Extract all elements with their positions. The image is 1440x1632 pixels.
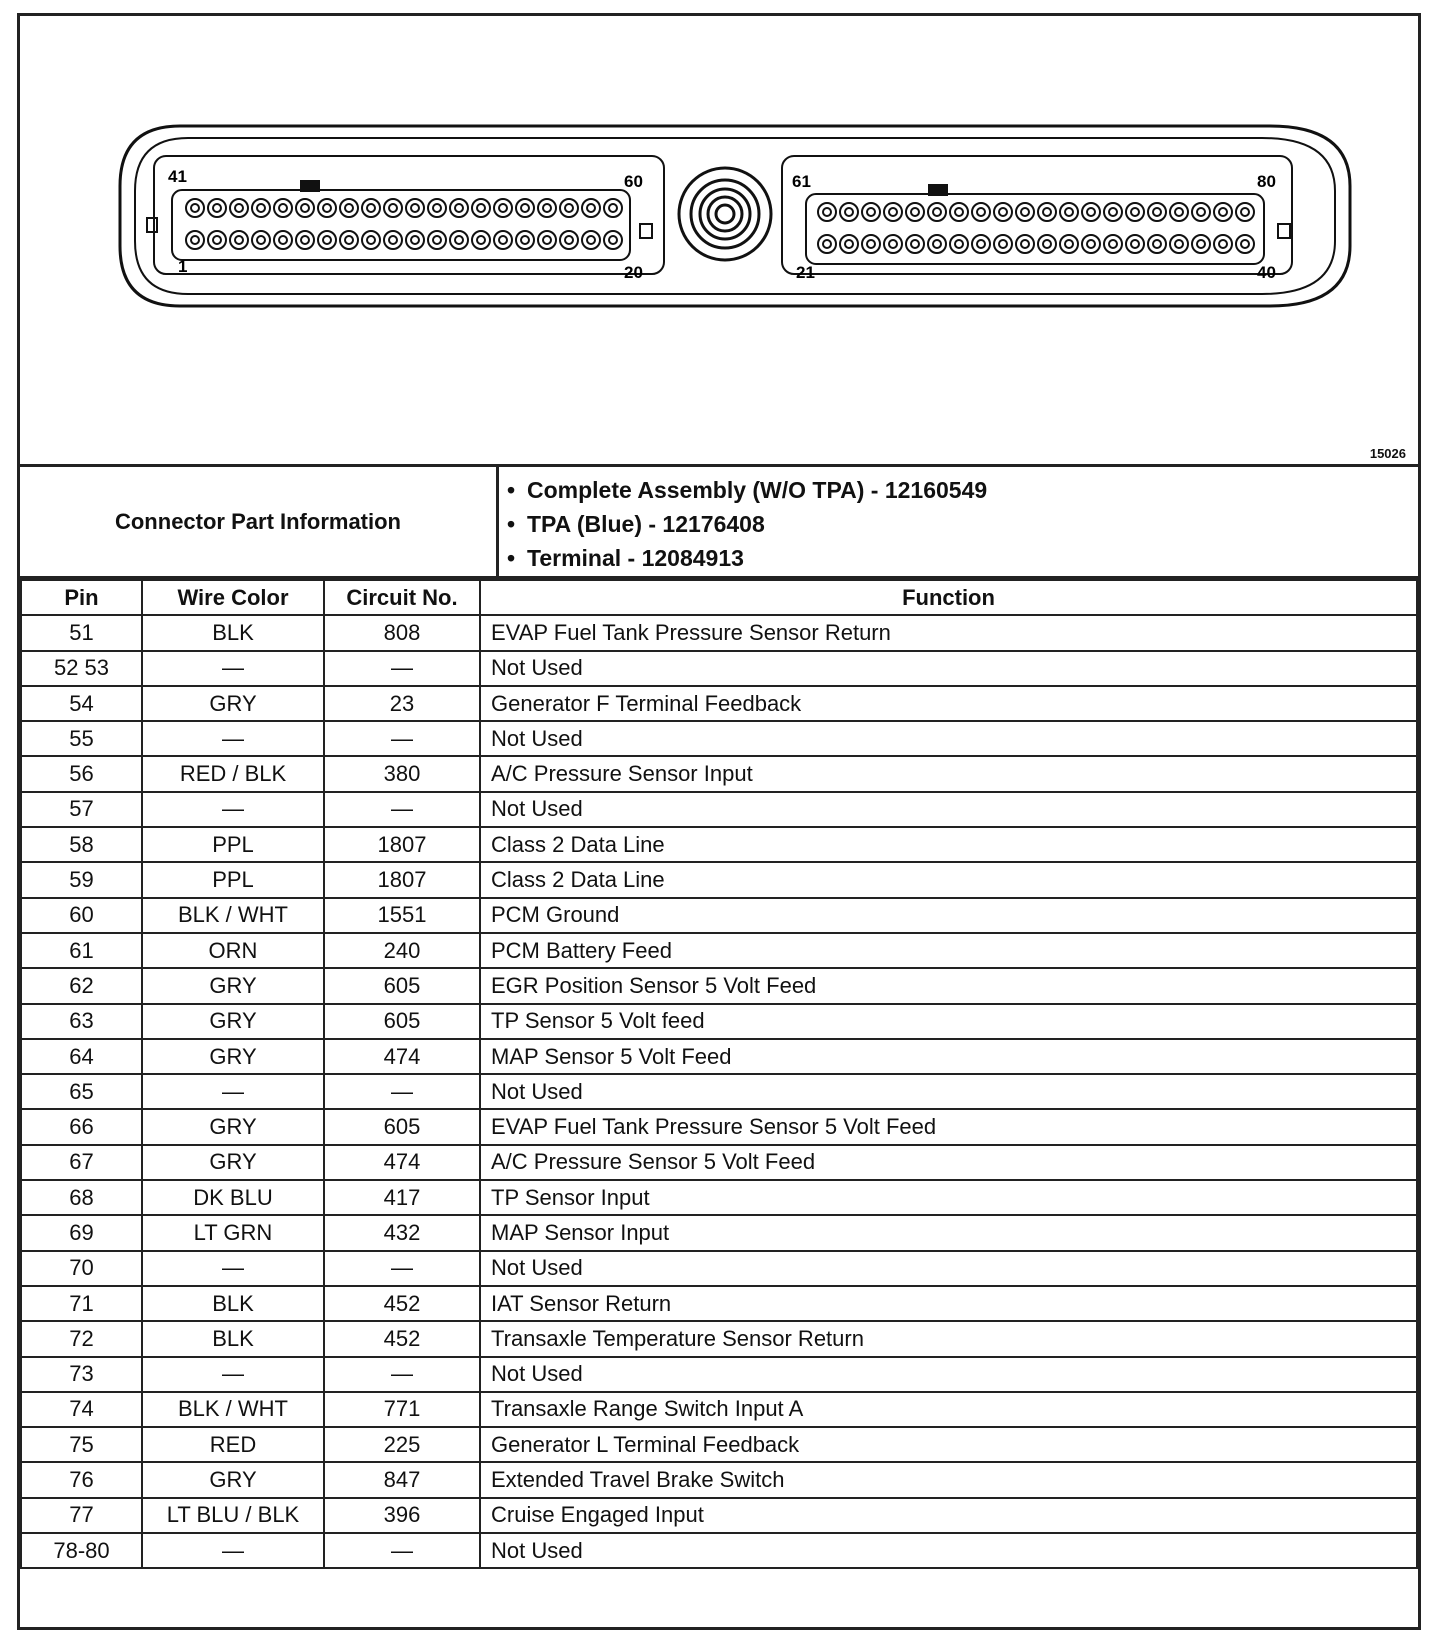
right-bottom-pin bbox=[994, 235, 1012, 253]
right-bottom-pin bbox=[972, 235, 990, 253]
pin-cell: 72 bbox=[21, 1321, 142, 1356]
circuit-cell: — bbox=[324, 1251, 480, 1286]
table-row bbox=[21, 1109, 1417, 1144]
wire-color-cell: RED bbox=[142, 1427, 324, 1462]
left-top-pin bbox=[384, 199, 402, 217]
wire-color-cell: GRY bbox=[142, 968, 324, 1003]
wire-color-cell: GRY bbox=[142, 1004, 324, 1039]
pin-cell: 51 bbox=[21, 615, 142, 650]
table-row bbox=[21, 1357, 1417, 1392]
function-cell: TP Sensor Input bbox=[480, 1180, 1417, 1215]
connector-drawing bbox=[20, 16, 1418, 464]
table-row bbox=[21, 1392, 1417, 1427]
circuit-cell: 808 bbox=[324, 615, 480, 650]
left-top-pin bbox=[208, 199, 226, 217]
wire-color-cell: — bbox=[142, 1357, 324, 1392]
left-bottom-pin bbox=[472, 231, 490, 249]
wire-color-cell: GRY bbox=[142, 1462, 324, 1497]
right-bottom-pin bbox=[1126, 235, 1144, 253]
left-bottom-pin bbox=[252, 231, 270, 249]
table-row bbox=[21, 1180, 1417, 1215]
right-pin-label-21: 21 bbox=[796, 263, 815, 282]
left-top-pin bbox=[274, 199, 292, 217]
right-top-pin bbox=[1126, 203, 1144, 221]
wire-color-cell: PPL bbox=[142, 827, 324, 862]
part-tpa: • TPA (Blue) - 12176408 bbox=[527, 507, 1418, 541]
circuit-cell: 847 bbox=[324, 1462, 480, 1497]
left-top-pin bbox=[560, 199, 578, 217]
circuit-cell: 474 bbox=[324, 1039, 480, 1074]
wire-color-cell: GRY bbox=[142, 686, 324, 721]
right-top-pin bbox=[1236, 203, 1254, 221]
table-row bbox=[21, 933, 1417, 968]
left-bottom-pin bbox=[516, 231, 534, 249]
right-bottom-pin bbox=[1170, 235, 1188, 253]
circuit-cell: 225 bbox=[324, 1427, 480, 1462]
left-latch bbox=[147, 218, 157, 232]
function-cell: Not Used bbox=[480, 1357, 1417, 1392]
table-row bbox=[21, 1427, 1417, 1462]
circuit-cell: 605 bbox=[324, 1109, 480, 1144]
wire-color-cell: — bbox=[142, 1533, 324, 1568]
left-top-pin bbox=[472, 199, 490, 217]
right-top-pin bbox=[950, 203, 968, 221]
right-bottom-pin bbox=[1192, 235, 1210, 253]
function-cell: Not Used bbox=[480, 651, 1417, 686]
connector-part-list bbox=[499, 473, 1418, 575]
function-cell: IAT Sensor Return bbox=[480, 1286, 1417, 1321]
circuit-cell: — bbox=[324, 651, 480, 686]
left-bottom-pin bbox=[494, 231, 512, 249]
wire-color-cell: BLK bbox=[142, 1321, 324, 1356]
table-row bbox=[21, 615, 1417, 650]
left-top-pin bbox=[340, 199, 358, 217]
pin-cell: 71 bbox=[21, 1286, 142, 1321]
right-top-pin bbox=[972, 203, 990, 221]
left-top-pin bbox=[186, 199, 204, 217]
table-row bbox=[21, 898, 1417, 933]
right-top-pin bbox=[906, 203, 924, 221]
header-pin: Pin bbox=[21, 580, 142, 615]
left-top-pin bbox=[230, 199, 248, 217]
pin-cell: 68 bbox=[21, 1180, 142, 1215]
connector-part-info-label: Connector Part Information bbox=[20, 467, 499, 576]
pin-cell: 78-80 bbox=[21, 1533, 142, 1568]
pin-cell: 75 bbox=[21, 1427, 142, 1462]
function-cell: Not Used bbox=[480, 1533, 1417, 1568]
table-header-row bbox=[21, 580, 1417, 615]
table-row bbox=[21, 651, 1417, 686]
circuit-cell: 452 bbox=[324, 1321, 480, 1356]
circuit-cell: — bbox=[324, 1074, 480, 1109]
left-bottom-pin bbox=[296, 231, 314, 249]
right-top-pin bbox=[818, 203, 836, 221]
pin-cell: 60 bbox=[21, 898, 142, 933]
wire-color-cell: — bbox=[142, 651, 324, 686]
right-bottom-pin bbox=[950, 235, 968, 253]
wire-color-cell: — bbox=[142, 1074, 324, 1109]
left-bottom-pin bbox=[230, 231, 248, 249]
wire-color-cell: LT GRN bbox=[142, 1215, 324, 1250]
circuit-cell: 380 bbox=[324, 756, 480, 791]
pin-cell: 67 bbox=[21, 1145, 142, 1180]
wire-color-cell: GRY bbox=[142, 1039, 324, 1074]
circuit-cell: 240 bbox=[324, 933, 480, 968]
right-latch bbox=[1278, 224, 1290, 238]
circuit-cell: — bbox=[324, 721, 480, 756]
right-bottom-pin bbox=[1082, 235, 1100, 253]
connector-diagram bbox=[20, 16, 1418, 467]
function-cell: Transaxle Range Switch Input A bbox=[480, 1392, 1417, 1427]
table-row bbox=[21, 1533, 1417, 1568]
pin-cell: 77 bbox=[21, 1498, 142, 1533]
pin-cell: 64 bbox=[21, 1039, 142, 1074]
left-bottom-pin bbox=[428, 231, 446, 249]
right-bottom-pin bbox=[840, 235, 858, 253]
right-bottom-pin bbox=[1104, 235, 1122, 253]
right-top-pin bbox=[862, 203, 880, 221]
table-row bbox=[21, 1004, 1417, 1039]
right-pin-label-61: 61 bbox=[792, 172, 811, 191]
left-pin-label-60: 60 bbox=[624, 172, 643, 191]
function-cell: A/C Pressure Sensor Input bbox=[480, 756, 1417, 791]
right-bottom-pin bbox=[1060, 235, 1078, 253]
left-key-marker bbox=[300, 180, 320, 192]
pin-cell: 54 bbox=[21, 686, 142, 721]
header-circuit-no: Circuit No. bbox=[324, 580, 480, 615]
pin-cell: 66 bbox=[21, 1109, 142, 1144]
function-cell: Generator L Terminal Feedback bbox=[480, 1427, 1417, 1462]
right-bottom-pin bbox=[1038, 235, 1056, 253]
table-row bbox=[21, 827, 1417, 862]
left-top-pin bbox=[406, 199, 424, 217]
left-bottom-pin bbox=[362, 231, 380, 249]
right-bottom-pin bbox=[1148, 235, 1166, 253]
circuit-cell: 1807 bbox=[324, 827, 480, 862]
left-bottom-pin bbox=[340, 231, 358, 249]
part-terminal: • Terminal - 12084913 bbox=[527, 541, 1418, 575]
circuit-cell: — bbox=[324, 1357, 480, 1392]
function-cell: PCM Battery Feed bbox=[480, 933, 1417, 968]
function-cell: MAP Sensor Input bbox=[480, 1215, 1417, 1250]
function-cell: EVAP Fuel Tank Pressure Sensor Return bbox=[480, 615, 1417, 650]
table-row bbox=[21, 968, 1417, 1003]
right-top-pin bbox=[1104, 203, 1122, 221]
center-bolt bbox=[679, 168, 771, 260]
right-top-pin bbox=[1016, 203, 1034, 221]
left-pin-label-1: 1 bbox=[178, 257, 188, 276]
table-row bbox=[21, 862, 1417, 897]
left-bottom-pin bbox=[560, 231, 578, 249]
wire-color-cell: BLK / WHT bbox=[142, 898, 324, 933]
circuit-cell: 605 bbox=[324, 968, 480, 1003]
header-wire-color: Wire Color bbox=[142, 580, 324, 615]
right-bottom-pin bbox=[928, 235, 946, 253]
left-top-pin bbox=[252, 199, 270, 217]
circuit-cell: 605 bbox=[324, 1004, 480, 1039]
circuit-cell: 432 bbox=[324, 1215, 480, 1250]
table-row bbox=[21, 1321, 1417, 1356]
function-cell: Cruise Engaged Input bbox=[480, 1498, 1417, 1533]
right-top-pin bbox=[1170, 203, 1188, 221]
table-row bbox=[21, 686, 1417, 721]
right-pin-label-40: 40 bbox=[1257, 263, 1276, 282]
document-page bbox=[17, 13, 1421, 1630]
left-bottom-pin bbox=[384, 231, 402, 249]
left-bottom-pin bbox=[538, 231, 556, 249]
pin-cell: 74 bbox=[21, 1392, 142, 1427]
right-bottom-pin bbox=[1016, 235, 1034, 253]
pin-cell: 55 bbox=[21, 721, 142, 756]
function-cell: Not Used bbox=[480, 792, 1417, 827]
right-top-pin bbox=[1148, 203, 1166, 221]
right-bottom-pin bbox=[818, 235, 836, 253]
left-bottom-pin bbox=[450, 231, 468, 249]
function-cell: A/C Pressure Sensor 5 Volt Feed bbox=[480, 1145, 1417, 1180]
left-bottom-pin bbox=[274, 231, 292, 249]
pin-cell: 65 bbox=[21, 1074, 142, 1109]
pin-cell: 70 bbox=[21, 1251, 142, 1286]
pin-cell: 62 bbox=[21, 968, 142, 1003]
left-bottom-pin bbox=[208, 231, 226, 249]
function-cell: Class 2 Data Line bbox=[480, 862, 1417, 897]
table-row bbox=[21, 1074, 1417, 1109]
table-row bbox=[21, 1145, 1417, 1180]
table-row bbox=[21, 1286, 1417, 1321]
table-row bbox=[21, 1215, 1417, 1250]
left-top-pin bbox=[516, 199, 534, 217]
pin-cell: 61 bbox=[21, 933, 142, 968]
left-pin-label-20: 20 bbox=[624, 263, 643, 282]
circuit-cell: 1551 bbox=[324, 898, 480, 933]
function-cell: EVAP Fuel Tank Pressure Sensor 5 Volt Feed bbox=[480, 1109, 1417, 1144]
table-row bbox=[21, 792, 1417, 827]
function-cell: Class 2 Data Line bbox=[480, 827, 1417, 862]
left-top-pin bbox=[604, 199, 622, 217]
table-row bbox=[21, 1251, 1417, 1286]
function-cell: EGR Position Sensor 5 Volt Feed bbox=[480, 968, 1417, 1003]
right-top-pin bbox=[994, 203, 1012, 221]
circuit-cell: 1807 bbox=[324, 862, 480, 897]
right-bottom-pin bbox=[884, 235, 902, 253]
pin-cell: 69 bbox=[21, 1215, 142, 1250]
circuit-cell: 474 bbox=[324, 1145, 480, 1180]
pin-cell: 56 bbox=[21, 756, 142, 791]
pin-cell: 63 bbox=[21, 1004, 142, 1039]
left-top-pin bbox=[318, 199, 336, 217]
right-top-pin bbox=[1214, 203, 1232, 221]
right-top-pin bbox=[1082, 203, 1100, 221]
function-cell: Extended Travel Brake Switch bbox=[480, 1462, 1417, 1497]
wire-color-cell: ORN bbox=[142, 933, 324, 968]
right-top-pin bbox=[928, 203, 946, 221]
table-row bbox=[21, 1462, 1417, 1497]
circuit-cell: — bbox=[324, 1533, 480, 1568]
right-pin-label-80: 80 bbox=[1257, 172, 1276, 191]
function-cell: Generator F Terminal Feedback bbox=[480, 686, 1417, 721]
circuit-cell: — bbox=[324, 792, 480, 827]
right-top-pin bbox=[840, 203, 858, 221]
table-row bbox=[21, 721, 1417, 756]
wire-color-cell: BLK bbox=[142, 1286, 324, 1321]
wire-color-cell: PPL bbox=[142, 862, 324, 897]
pinout-table bbox=[20, 579, 1418, 1569]
left-top-pin bbox=[428, 199, 446, 217]
pin-cell: 73 bbox=[21, 1357, 142, 1392]
table-row bbox=[21, 756, 1417, 791]
table-row bbox=[21, 1498, 1417, 1533]
left-top-pin bbox=[538, 199, 556, 217]
function-cell: Not Used bbox=[480, 1074, 1417, 1109]
right-top-pin bbox=[1038, 203, 1056, 221]
circuit-cell: 23 bbox=[324, 686, 480, 721]
right-key-marker bbox=[928, 184, 948, 196]
wire-color-cell: — bbox=[142, 1251, 324, 1286]
left-pin-label-41: 41 bbox=[168, 167, 187, 186]
header-function: Function bbox=[480, 580, 1417, 615]
figure-number: 15026 bbox=[1369, 446, 1406, 461]
right-top-pin bbox=[1192, 203, 1210, 221]
pin-cell: 57 bbox=[21, 792, 142, 827]
left-top-pin bbox=[494, 199, 512, 217]
part-complete-assembly: • Complete Assembly (W/O TPA) - 12160549 bbox=[527, 473, 1418, 507]
function-cell: TP Sensor 5 Volt feed bbox=[480, 1004, 1417, 1039]
function-cell: MAP Sensor 5 Volt Feed bbox=[480, 1039, 1417, 1074]
right-bottom-pin bbox=[906, 235, 924, 253]
wire-color-cell: RED / BLK bbox=[142, 756, 324, 791]
wire-color-cell: BLK / WHT bbox=[142, 1392, 324, 1427]
right-bottom-pin bbox=[862, 235, 880, 253]
left-top-pin bbox=[582, 199, 600, 217]
left-bottom-pin bbox=[406, 231, 424, 249]
circuit-cell: 452 bbox=[324, 1286, 480, 1321]
center-latch-left bbox=[640, 224, 652, 238]
function-cell: PCM Ground bbox=[480, 898, 1417, 933]
right-top-pin bbox=[1060, 203, 1078, 221]
wire-color-cell: DK BLU bbox=[142, 1180, 324, 1215]
left-top-pin bbox=[450, 199, 468, 217]
right-top-pin bbox=[884, 203, 902, 221]
function-cell: Not Used bbox=[480, 1251, 1417, 1286]
left-top-pin bbox=[296, 199, 314, 217]
right-bottom-pin bbox=[1214, 235, 1232, 253]
left-bottom-pin bbox=[604, 231, 622, 249]
left-top-pin bbox=[362, 199, 380, 217]
wire-color-cell: — bbox=[142, 792, 324, 827]
circuit-cell: 771 bbox=[324, 1392, 480, 1427]
function-cell: Transaxle Temperature Sensor Return bbox=[480, 1321, 1417, 1356]
pin-cell: 59 bbox=[21, 862, 142, 897]
wire-color-cell: GRY bbox=[142, 1145, 324, 1180]
left-bottom-pin bbox=[318, 231, 336, 249]
connector-part-info bbox=[20, 467, 1418, 579]
wire-color-cell: BLK bbox=[142, 615, 324, 650]
circuit-cell: 417 bbox=[324, 1180, 480, 1215]
wire-color-cell: GRY bbox=[142, 1109, 324, 1144]
table-row bbox=[21, 1039, 1417, 1074]
function-cell: Not Used bbox=[480, 721, 1417, 756]
wire-color-cell: LT BLU / BLK bbox=[142, 1498, 324, 1533]
right-bottom-pin bbox=[1236, 235, 1254, 253]
pin-cell: 76 bbox=[21, 1462, 142, 1497]
left-bottom-pin bbox=[582, 231, 600, 249]
circuit-cell: 396 bbox=[324, 1498, 480, 1533]
pin-cell: 52 53 bbox=[21, 651, 142, 686]
left-bottom-pin bbox=[186, 231, 204, 249]
pin-cell: 58 bbox=[21, 827, 142, 862]
wire-color-cell: — bbox=[142, 721, 324, 756]
